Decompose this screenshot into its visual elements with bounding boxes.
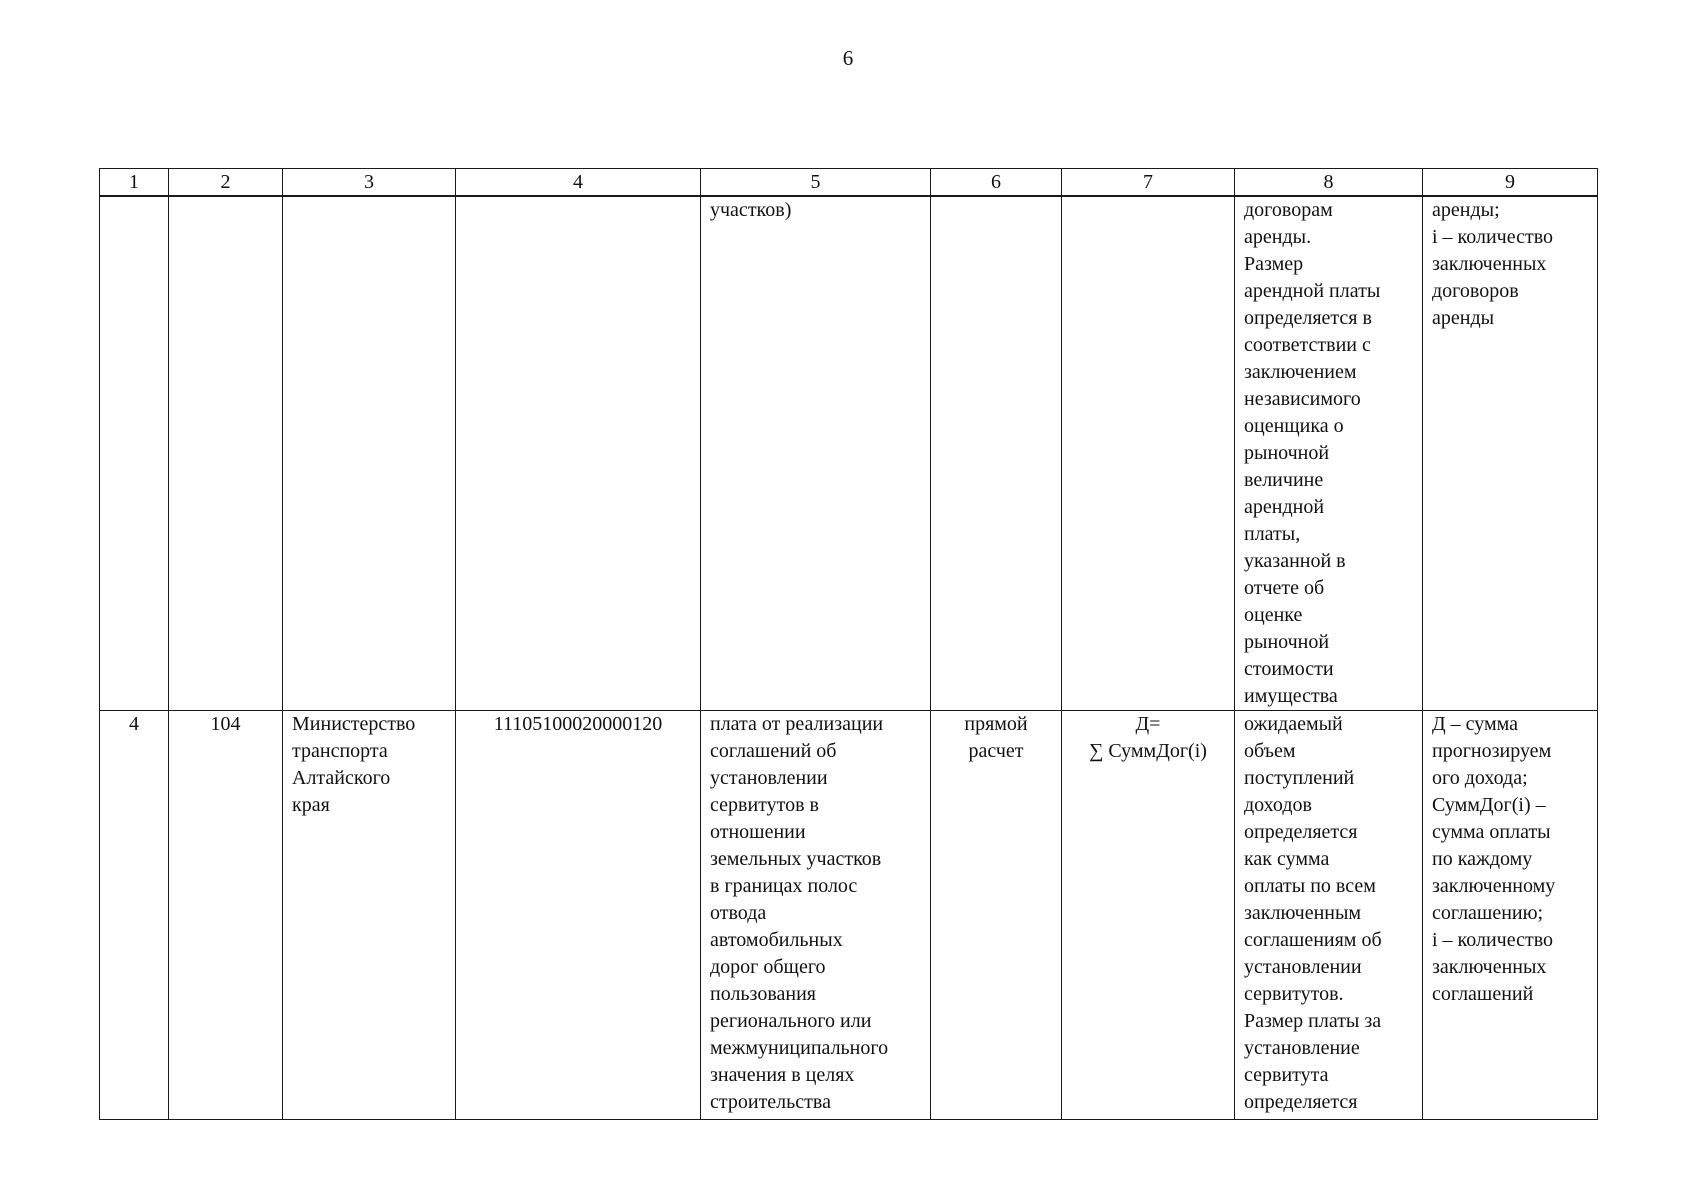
table-cell [931, 196, 1062, 711]
header-cell-7: 7 [1062, 169, 1235, 197]
header-row [100, 169, 1598, 197]
header-cell-1: 1 [100, 169, 169, 197]
header-cell-9: 9 [1423, 169, 1598, 197]
code-cell: 104 [169, 711, 283, 1120]
row-number-cell: 4 [100, 711, 169, 1120]
header-cell-6: 6 [931, 169, 1062, 197]
page-number: 6 [842, 46, 854, 70]
table-row [100, 711, 1598, 1120]
algorithm-cell: ожидаемый объем поступлений доходов определяется как сумма оплаты по всем заключенным соглашениям об установлении сервитутов. Размер платы за установление сервитута определяется [1235, 711, 1423, 1120]
formula-cell: Д= ∑ СуммДог(i) [1062, 711, 1235, 1120]
table-cell [456, 196, 701, 711]
method-cell: прямой расчет [931, 711, 1062, 1120]
table-cell [100, 196, 169, 711]
table-row-continuation [100, 196, 1598, 711]
header-cell-8: 8 [1235, 169, 1423, 197]
income-name-cell: плата от реализации соглашений об установлении сервитутов в отношении земельных участков в границах полос отвода автомобильных дорог общего пользования регионального или межмуниципального значения в целях строительства [701, 711, 931, 1120]
table-cell [169, 196, 283, 711]
table-cell [1062, 196, 1235, 711]
indicators-cell: Д – сумма прогнозируем ого дохода; СуммДог(i) – сумма оплаты по каждому заключенному соглашению; i – количество заключенных соглашений [1423, 711, 1598, 1120]
administrator-cell: Министерство транспорта Алтайского края [283, 711, 456, 1120]
header-cell-2: 2 [169, 169, 283, 197]
kbk-cell: 11105100020000120 [456, 711, 701, 1120]
table-cell: участков) [701, 196, 931, 711]
table-cell [283, 196, 456, 711]
data-table [99, 168, 1598, 1120]
header-cell-3: 3 [283, 169, 456, 197]
table-cell: договорам аренды. Размер арендной платы определяется в соответствии с заключением независимого оценщика о рыночной величине арендной платы, указанной в отчете об оценке рыночной стоимости имущества [1235, 196, 1423, 711]
table-cell: аренды; i – количество заключенных договоров аренды [1423, 196, 1598, 711]
header-cell-4: 4 [456, 169, 701, 197]
header-cell-5: 5 [701, 169, 931, 197]
